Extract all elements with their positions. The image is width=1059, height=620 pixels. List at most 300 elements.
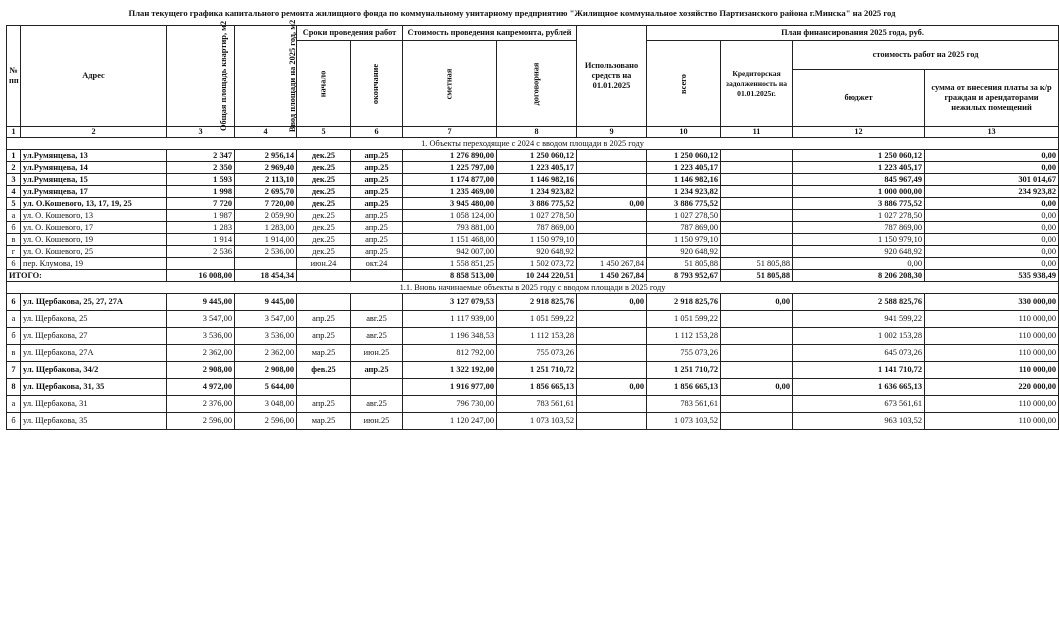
- used-cell: 1 450 267,84: [577, 270, 647, 282]
- start-cell: дек.25: [297, 150, 351, 162]
- table-row: [7, 174, 1059, 186]
- col-num: 2: [21, 127, 167, 138]
- header-terms: Сроки проведения работ: [297, 26, 403, 41]
- start-cell: дек.25: [297, 234, 351, 246]
- used-cell: [577, 162, 647, 174]
- credit-cell: 51 805,88: [721, 258, 793, 270]
- total-cell: 3 886 775,52: [647, 198, 721, 210]
- address-cell: ул. О. Кошевого, 19: [21, 234, 167, 246]
- total-cell: 1 250 060,12: [647, 150, 721, 162]
- used-cell: 0,00: [577, 379, 647, 396]
- total-cell: 1 223 405,17: [647, 162, 721, 174]
- end-cell: [351, 270, 403, 282]
- end-cell: авг.25: [351, 328, 403, 345]
- total-cell: 787 869,00: [647, 222, 721, 234]
- repair-plan-table: [6, 19, 1059, 430]
- area-2025-cell: 2 536,00: [235, 246, 297, 258]
- table-row: [7, 396, 1059, 413]
- budget-cell: 2 588 825,76: [793, 294, 925, 311]
- start-cell: апр.25: [297, 311, 351, 328]
- row-number: в: [7, 234, 21, 246]
- payments-cell: 330 000,00: [925, 294, 1059, 311]
- estimate-cell: 812 792,00: [403, 345, 497, 362]
- estimate-cell: 1 120 247,00: [403, 413, 497, 430]
- col-num: 10: [647, 127, 721, 138]
- estimate-cell: 3 127 079,53: [403, 294, 497, 311]
- estimate-cell: 1 558 851,25: [403, 258, 497, 270]
- address-cell: ул.Румянцева, 17: [21, 186, 167, 198]
- address-cell: ул. О. Кошевого, 13: [21, 210, 167, 222]
- area-2025-cell: 3 536,00: [235, 328, 297, 345]
- payments-cell: 110 000,00: [925, 328, 1059, 345]
- estimate-cell: 1 916 977,00: [403, 379, 497, 396]
- total-cell: 1 251 710,72: [647, 362, 721, 379]
- credit-cell: [721, 210, 793, 222]
- header-num: № пп: [7, 26, 21, 127]
- table-body: [7, 138, 1059, 430]
- total-cell: 51 805,88: [647, 258, 721, 270]
- area-2025-cell: 18 454,34: [235, 270, 297, 282]
- payments-cell: 0,00: [925, 198, 1059, 210]
- used-cell: 1 450 267,84: [577, 258, 647, 270]
- table-row: [7, 222, 1059, 234]
- header-contract: договорная: [497, 41, 577, 127]
- area-2025-cell: 2 059,90: [235, 210, 297, 222]
- used-cell: 0,00: [577, 294, 647, 311]
- estimate-cell: 1 058 124,00: [403, 210, 497, 222]
- row-number: 1: [7, 150, 21, 162]
- section-heading: 1. Объекты переходящие с 2024 с вводом площади в 2025 году: [7, 138, 1059, 150]
- payments-cell: 0,00: [925, 234, 1059, 246]
- credit-cell: 0,00: [721, 379, 793, 396]
- total-area-cell: 1 593: [167, 174, 235, 186]
- budget-cell: 1 223 405,17: [793, 162, 925, 174]
- start-cell: дек.25: [297, 246, 351, 258]
- address-cell: ул. О. Кошевого, 25: [21, 246, 167, 258]
- header-total-area: Общая площадь квартир, м2: [167, 26, 235, 127]
- total-area-cell: 2 376,00: [167, 396, 235, 413]
- header-estimate: сметная: [403, 41, 497, 127]
- area-2025-cell: [235, 258, 297, 270]
- contract-cell: 1 856 665,13: [497, 379, 577, 396]
- area-2025-cell: 2 596,00: [235, 413, 297, 430]
- total-cell: 920 648,92: [647, 246, 721, 258]
- document-title: План текущего графика капитального ремонта жилищного фонда по коммунальному унитарному предприятию "Жилищное коммунальное хозяйство Партизанского района г.Минска" на 2025 год: [128, 8, 896, 18]
- budget-cell: 1 636 665,13: [793, 379, 925, 396]
- credit-cell: [721, 328, 793, 345]
- total-area-cell: 1 998: [167, 186, 235, 198]
- column-numbers-row: [7, 127, 1059, 138]
- row-number: 5: [7, 198, 21, 210]
- row-number: б: [7, 328, 21, 345]
- estimate-cell: 942 007,00: [403, 246, 497, 258]
- total-area-cell: 2 596,00: [167, 413, 235, 430]
- area-2025-cell: 2 969,40: [235, 162, 297, 174]
- estimate-cell: 3 945 480,00: [403, 198, 497, 210]
- total-cell: 1 027 278,50: [647, 210, 721, 222]
- end-cell: апр.25: [351, 150, 403, 162]
- budget-cell: 1 250 060,12: [793, 150, 925, 162]
- total-area-cell: 7 720: [167, 198, 235, 210]
- total-cell: 1 073 103,52: [647, 413, 721, 430]
- row-number: б: [7, 222, 21, 234]
- estimate-cell: 1 322 192,00: [403, 362, 497, 379]
- total-area-cell: 2 908,00: [167, 362, 235, 379]
- payments-cell: 0,00: [925, 150, 1059, 162]
- credit-cell: [721, 413, 793, 430]
- total-cell: 1 146 982,16: [647, 174, 721, 186]
- budget-cell: 8 206 208,30: [793, 270, 925, 282]
- used-cell: [577, 246, 647, 258]
- total-area-cell: [167, 258, 235, 270]
- total-area-cell: 1 987: [167, 210, 235, 222]
- area-2025-cell: 9 445,00: [235, 294, 297, 311]
- estimate-cell: 1 174 877,00: [403, 174, 497, 186]
- total-area-cell: 1 283: [167, 222, 235, 234]
- header-budget: бюджет: [793, 70, 925, 127]
- start-cell: апр.25: [297, 396, 351, 413]
- total-area-cell: 4 972,00: [167, 379, 235, 396]
- total-cell: 1 234 923,82: [647, 186, 721, 198]
- total-row: [7, 270, 1059, 282]
- start-cell: [297, 270, 351, 282]
- payments-cell: 301 014,67: [925, 174, 1059, 186]
- table-row: [7, 413, 1059, 430]
- estimate-cell: 1 151 468,00: [403, 234, 497, 246]
- contract-cell: 3 886 775,52: [497, 198, 577, 210]
- total-area-cell: 2 362,00: [167, 345, 235, 362]
- area-2025-cell: 5 644,00: [235, 379, 297, 396]
- row-number: б: [7, 413, 21, 430]
- contract-cell: 787 869,00: [497, 222, 577, 234]
- end-cell: авг.25: [351, 396, 403, 413]
- used-cell: [577, 174, 647, 186]
- credit-cell: 0,00: [721, 294, 793, 311]
- contract-cell: 1 502 073,72: [497, 258, 577, 270]
- payments-cell: 110 000,00: [925, 345, 1059, 362]
- budget-cell: 845 967,49: [793, 174, 925, 186]
- address-cell: ул. Щербакова, 27: [21, 328, 167, 345]
- header-cost: Стоимость проведения капремонта, рублей: [403, 26, 577, 41]
- table-row: [7, 294, 1059, 311]
- start-cell: [297, 294, 351, 311]
- contract-cell: 1 150 979,10: [497, 234, 577, 246]
- total-label: ИТОГО:: [7, 270, 167, 282]
- budget-cell: 673 561,61: [793, 396, 925, 413]
- credit-cell: [721, 345, 793, 362]
- total-cell: 8 793 952,67: [647, 270, 721, 282]
- contract-cell: 1 051 599,22: [497, 311, 577, 328]
- start-cell: дек.25: [297, 186, 351, 198]
- estimate-cell: 1 196 348,53: [403, 328, 497, 345]
- total-cell: 1 856 665,13: [647, 379, 721, 396]
- header-total: всего: [647, 41, 721, 127]
- payments-cell: 220 000,00: [925, 379, 1059, 396]
- total-cell: 1 150 979,10: [647, 234, 721, 246]
- payments-cell: 110 000,00: [925, 396, 1059, 413]
- contract-cell: 1 251 710,72: [497, 362, 577, 379]
- used-cell: [577, 413, 647, 430]
- used-cell: [577, 345, 647, 362]
- end-cell: июн.25: [351, 345, 403, 362]
- total-cell: 1 112 153,28: [647, 328, 721, 345]
- total-area-cell: 3 536,00: [167, 328, 235, 345]
- row-number: г: [7, 246, 21, 258]
- row-number: 4: [7, 186, 21, 198]
- section-heading-row: [7, 138, 1059, 150]
- contract-cell: 1 073 103,52: [497, 413, 577, 430]
- row-number: 6: [7, 294, 21, 311]
- end-cell: апр.25: [351, 186, 403, 198]
- area-2025-cell: 2 695,70: [235, 186, 297, 198]
- col-num: 9: [577, 127, 647, 138]
- area-2025-cell: 3 547,00: [235, 311, 297, 328]
- contract-cell: 755 073,26: [497, 345, 577, 362]
- end-cell: окт.24: [351, 258, 403, 270]
- contract-cell: 1 146 982,16: [497, 174, 577, 186]
- row-number: 7: [7, 362, 21, 379]
- total-area-cell: 16 008,00: [167, 270, 235, 282]
- total-area-cell: 3 547,00: [167, 311, 235, 328]
- payments-cell: 110 000,00: [925, 413, 1059, 430]
- table-row: [7, 258, 1059, 270]
- end-cell: апр.25: [351, 246, 403, 258]
- used-cell: [577, 234, 647, 246]
- budget-cell: 1 027 278,50: [793, 210, 925, 222]
- table-row: [7, 362, 1059, 379]
- col-num: 11: [721, 127, 793, 138]
- col-num: 3: [167, 127, 235, 138]
- contract-cell: 1 112 153,28: [497, 328, 577, 345]
- area-2025-cell: 3 048,00: [235, 396, 297, 413]
- end-cell: апр.25: [351, 174, 403, 186]
- credit-cell: [721, 311, 793, 328]
- total-area-cell: 2 347: [167, 150, 235, 162]
- credit-cell: [721, 246, 793, 258]
- budget-cell: 1 150 979,10: [793, 234, 925, 246]
- header-plan: План финансирования 2025 года, руб.: [647, 26, 1059, 41]
- used-cell: [577, 362, 647, 379]
- header-start: начало: [297, 41, 351, 127]
- row-number: 6: [7, 258, 21, 270]
- row-number: 3: [7, 174, 21, 186]
- end-cell: апр.25: [351, 362, 403, 379]
- used-cell: [577, 150, 647, 162]
- payments-cell: 0,00: [925, 162, 1059, 174]
- col-num: 1: [7, 127, 21, 138]
- used-cell: [577, 210, 647, 222]
- col-num: 5: [297, 127, 351, 138]
- start-cell: дек.25: [297, 174, 351, 186]
- table-row: [7, 246, 1059, 258]
- end-cell: апр.25: [351, 210, 403, 222]
- credit-cell: [721, 162, 793, 174]
- address-cell: ул.Румянцева, 15: [21, 174, 167, 186]
- total-cell: 755 073,26: [647, 345, 721, 362]
- payments-cell: 0,00: [925, 246, 1059, 258]
- section-heading-row: [7, 282, 1059, 294]
- table-row: [7, 328, 1059, 345]
- address-cell: пер. Клумова, 19: [21, 258, 167, 270]
- area-2025-cell: 2 113,10: [235, 174, 297, 186]
- section-heading: 1.1. Вновь начинаемые объекты в 2025 году с вводом площади в 2025 году: [7, 282, 1059, 294]
- budget-cell: 1 141 710,72: [793, 362, 925, 379]
- budget-cell: 645 073,26: [793, 345, 925, 362]
- row-number: 2: [7, 162, 21, 174]
- estimate-cell: 1 235 469,00: [403, 186, 497, 198]
- end-cell: апр.25: [351, 222, 403, 234]
- contract-cell: 1 223 405,17: [497, 162, 577, 174]
- table-row: [7, 186, 1059, 198]
- used-cell: 0,00: [577, 198, 647, 210]
- end-cell: авг.25: [351, 311, 403, 328]
- start-cell: дек.25: [297, 222, 351, 234]
- end-cell: [351, 379, 403, 396]
- estimate-cell: 1 117 939,00: [403, 311, 497, 328]
- payments-cell: 0,00: [925, 222, 1059, 234]
- total-cell: 2 918 825,76: [647, 294, 721, 311]
- address-cell: ул. О.Кошевого, 13, 17, 19, 25: [21, 198, 167, 210]
- used-cell: [577, 328, 647, 345]
- area-2025-cell: 7 720,00: [235, 198, 297, 210]
- table-row: [7, 234, 1059, 246]
- budget-cell: 3 886 775,52: [793, 198, 925, 210]
- total-cell: 783 561,61: [647, 396, 721, 413]
- credit-cell: [721, 174, 793, 186]
- credit-cell: [721, 234, 793, 246]
- total-area-cell: 2 350: [167, 162, 235, 174]
- area-2025-cell: 1 283,00: [235, 222, 297, 234]
- credit-cell: [721, 396, 793, 413]
- estimate-cell: 1 225 797,00: [403, 162, 497, 174]
- budget-cell: 920 648,92: [793, 246, 925, 258]
- col-num: 8: [497, 127, 577, 138]
- payments-cell: 234 923,82: [925, 186, 1059, 198]
- address-cell: ул. Щербакова, 31, 35: [21, 379, 167, 396]
- contract-cell: 1 027 278,50: [497, 210, 577, 222]
- table-row: [7, 210, 1059, 222]
- budget-cell: 0,00: [793, 258, 925, 270]
- credit-cell: [721, 362, 793, 379]
- address-cell: ул. Щербакова, 35: [21, 413, 167, 430]
- contract-cell: 1 250 060,12: [497, 150, 577, 162]
- address-cell: ул. Щербакова, 25, 27, 27А: [21, 294, 167, 311]
- row-number: в: [7, 345, 21, 362]
- payments-cell: 110 000,00: [925, 311, 1059, 328]
- contract-cell: 2 918 825,76: [497, 294, 577, 311]
- estimate-cell: 796 730,00: [403, 396, 497, 413]
- end-cell: апр.25: [351, 162, 403, 174]
- payments-cell: 0,00: [925, 210, 1059, 222]
- address-cell: ул. Щербакова, 31: [21, 396, 167, 413]
- budget-cell: 787 869,00: [793, 222, 925, 234]
- credit-cell: [721, 186, 793, 198]
- end-cell: апр.25: [351, 234, 403, 246]
- credit-cell: [721, 222, 793, 234]
- address-cell: ул. Щербакова, 34/2: [21, 362, 167, 379]
- header-credit: Кредиторская задолженность на 01.01.2025г.: [721, 41, 793, 127]
- start-cell: июн.24: [297, 258, 351, 270]
- budget-cell: 1 000 000,00: [793, 186, 925, 198]
- header-cost-2025: стоимость работ на 2025 год: [793, 41, 1059, 70]
- area-2025-cell: 2 956,14: [235, 150, 297, 162]
- total-area-cell: 9 445,00: [167, 294, 235, 311]
- used-cell: [577, 222, 647, 234]
- credit-cell: [721, 150, 793, 162]
- area-2025-cell: 2 362,00: [235, 345, 297, 362]
- header-address: Адрес: [21, 26, 167, 127]
- start-cell: дек.25: [297, 198, 351, 210]
- start-cell: [297, 379, 351, 396]
- end-cell: апр.25: [351, 198, 403, 210]
- table-row: [7, 311, 1059, 328]
- table-row: [7, 198, 1059, 210]
- payments-cell: 0,00: [925, 258, 1059, 270]
- address-cell: ул. Щербакова, 25: [21, 311, 167, 328]
- area-2025-cell: 1 914,00: [235, 234, 297, 246]
- contract-cell: 1 234 923,82: [497, 186, 577, 198]
- header-area-2025: Ввод площади на 2025 год, м2: [235, 26, 297, 127]
- header-end: окончание: [351, 41, 403, 127]
- contract-cell: 10 244 220,51: [497, 270, 577, 282]
- col-num: 6: [351, 127, 403, 138]
- address-cell: ул. О. Кошевого, 17: [21, 222, 167, 234]
- table-row: [7, 162, 1059, 174]
- credit-cell: [721, 198, 793, 210]
- table-row: [7, 345, 1059, 362]
- total-cell: 1 051 599,22: [647, 311, 721, 328]
- start-cell: мар.25: [297, 345, 351, 362]
- row-number: 8: [7, 379, 21, 396]
- start-cell: апр.25: [297, 328, 351, 345]
- budget-cell: 1 002 153,28: [793, 328, 925, 345]
- start-cell: фев.25: [297, 362, 351, 379]
- address-cell: ул. Щербакова, 27А: [21, 345, 167, 362]
- col-num: 13: [925, 127, 1059, 138]
- area-2025-cell: 2 908,00: [235, 362, 297, 379]
- col-num: 7: [403, 127, 497, 138]
- used-cell: [577, 396, 647, 413]
- used-cell: [577, 186, 647, 198]
- col-num: 12: [793, 127, 925, 138]
- address-cell: ул.Румянцева, 14: [21, 162, 167, 174]
- row-number: а: [7, 210, 21, 222]
- contract-cell: 920 648,92: [497, 246, 577, 258]
- contract-cell: 783 561,61: [497, 396, 577, 413]
- col-num: 4: [235, 127, 297, 138]
- table-row: [7, 150, 1059, 162]
- credit-cell: 51 805,88: [721, 270, 793, 282]
- header-used: Использовано средств на 01.01.2025: [577, 26, 647, 127]
- payments-cell: 535 938,49: [925, 270, 1059, 282]
- budget-cell: 963 103,52: [793, 413, 925, 430]
- address-cell: ул.Румянцева, 13: [21, 150, 167, 162]
- budget-cell: 941 599,22: [793, 311, 925, 328]
- estimate-cell: 793 881,00: [403, 222, 497, 234]
- used-cell: [577, 311, 647, 328]
- start-cell: мар.25: [297, 413, 351, 430]
- end-cell: [351, 294, 403, 311]
- row-number: а: [7, 311, 21, 328]
- estimate-cell: 1 276 890,00: [403, 150, 497, 162]
- header-payments: сумма от внесения платы за к/р граждан и арендаторами нежилых помещений: [925, 70, 1059, 127]
- table-row: [7, 379, 1059, 396]
- start-cell: дек.25: [297, 210, 351, 222]
- end-cell: июн.25: [351, 413, 403, 430]
- payments-cell: 110 000,00: [925, 362, 1059, 379]
- total-area-cell: 1 914: [167, 234, 235, 246]
- total-area-cell: 2 536: [167, 246, 235, 258]
